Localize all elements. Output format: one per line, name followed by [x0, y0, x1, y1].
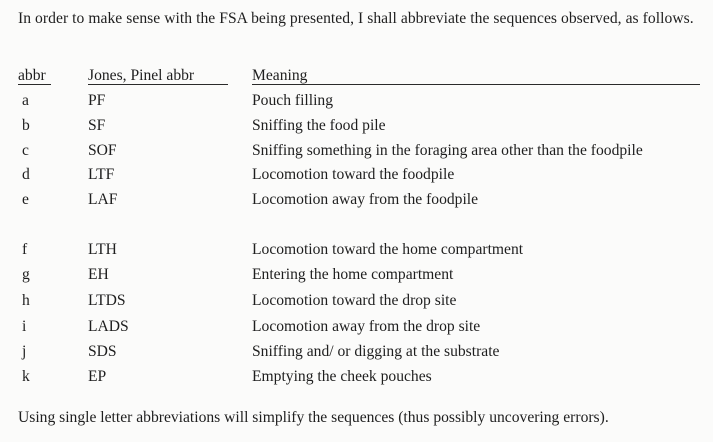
row-i-abbr: i — [22, 318, 27, 335]
row-e-meaning: Locomotion away from the foodpile — [252, 191, 479, 208]
row-e-abbr: e — [22, 191, 29, 208]
row-c-jones-pinel: SOF — [88, 142, 117, 159]
row-d-meaning: Locomotion toward the foodpile — [252, 166, 455, 183]
row-a-jones-pinel: PF — [88, 92, 106, 109]
intro-paragraph: In order to make sense with the FSA being presented, I shall abbreviate the sequences observed, as follows. — [18, 10, 694, 27]
row-c-abbr: c — [22, 142, 29, 159]
row-i-meaning: Locomotion away from the drop site — [252, 318, 481, 335]
row-f-meaning: Locomotion toward the home compartment — [252, 241, 524, 258]
row-a-abbr: a — [22, 92, 29, 109]
row-d-jones-pinel: LTF — [88, 166, 115, 183]
row-j-abbr: j — [22, 343, 27, 360]
row-g-jones-pinel: EH — [88, 266, 109, 283]
row-b-meaning: Sniffing the food pile — [252, 117, 386, 134]
row-g-abbr: g — [22, 266, 30, 283]
row-b-jones-pinel: SF — [88, 117, 106, 134]
row-a-meaning: Pouch filling — [252, 92, 333, 109]
row-b-abbr: b — [22, 117, 30, 134]
header-jones-pinel-abbr: Jones, Pinel abbr — [88, 67, 195, 84]
row-c-meaning: Sniffing something in the foraging area other than the foodpile — [252, 142, 643, 159]
row-h-abbr: h — [22, 292, 30, 309]
row-i-jones-pinel: LADS — [88, 318, 129, 335]
row-g-meaning: Entering the home compartment — [252, 266, 454, 283]
row-h-jones-pinel: LTDS — [88, 292, 126, 309]
footer-paragraph: Using single letter abbreviations will simplify the sequences (thus possibly uncovering errors). — [18, 409, 609, 426]
row-j-meaning: Sniffing and/ or digging at the substrate — [252, 343, 500, 360]
header-meaning: Meaning — [252, 67, 308, 84]
row-d-abbr: d — [22, 166, 30, 183]
header-abbr-underline — [18, 84, 51, 85]
header-jones-pinel-underline — [88, 84, 228, 85]
row-k-meaning: Emptying the cheek pouches — [252, 368, 432, 385]
row-j-jones-pinel: SDS — [88, 343, 117, 360]
row-k-jones-pinel: EP — [88, 368, 107, 385]
header-abbr: abbr — [18, 67, 46, 84]
row-h-meaning: Locomotion toward the drop site — [252, 292, 457, 309]
row-f-abbr: f — [22, 241, 28, 258]
row-k-abbr: k — [22, 368, 30, 385]
row-f-jones-pinel: LTH — [88, 241, 117, 258]
header-meaning-underline — [252, 84, 700, 85]
row-e-jones-pinel: LAF — [88, 191, 118, 208]
